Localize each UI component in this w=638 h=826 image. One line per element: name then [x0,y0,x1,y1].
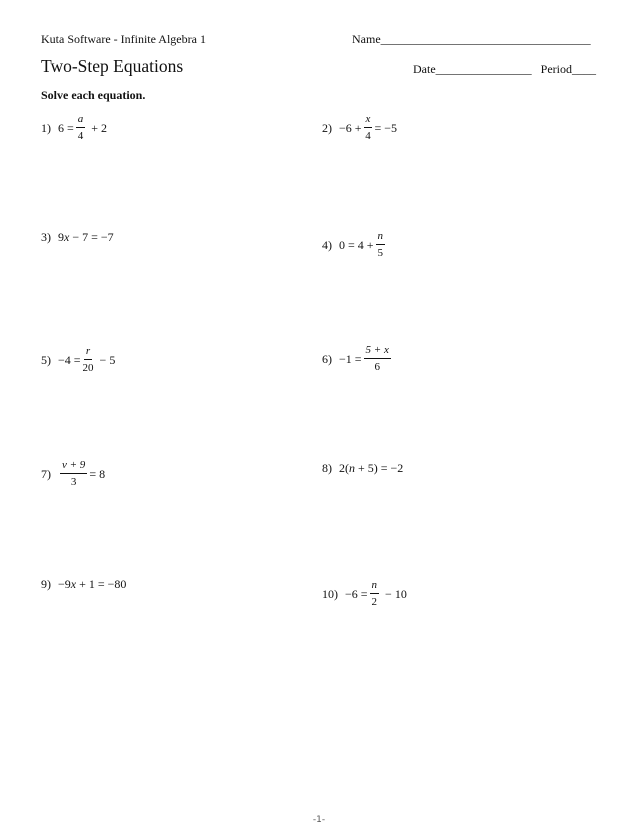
fraction [376,231,386,259]
fraction [83,346,94,374]
problem-number: 7) [41,466,51,481]
denominator: 4 [77,130,84,142]
equation-right: − 7 = −7 [69,230,114,244]
problem-number: 1) [41,120,51,135]
numerator: x [365,113,371,125]
numerator: 5 + x [365,344,389,356]
equation-left: 2( [339,461,349,475]
numerator: n [377,230,384,242]
coefficient: 9 [58,230,64,244]
equation-right: − 10 [385,586,407,601]
date-period-fields [413,62,596,77]
fraction [76,114,86,142]
denominator: 5 [377,247,384,259]
problem-3 [41,230,114,245]
worksheet-title: Two-Step Equations [41,56,184,76]
equation-left: −6 + [339,120,362,135]
denominator: 6 [374,361,380,373]
problem-9 [41,577,126,592]
problem-number: 10) [322,586,338,601]
denominator: 2 [371,596,378,608]
variable: n [349,461,355,475]
fraction [60,460,87,488]
problem-number: 8) [322,461,332,475]
name-field: Name___________________________________ [352,32,591,46]
equation-left: −6 = [345,586,368,601]
problem-number: 6) [322,351,332,366]
problem-6 [322,345,393,373]
numerator: n [371,579,378,591]
denominator: 4 [365,130,371,142]
equation-left: 6 = [58,120,74,135]
problem-number: 5) [41,352,51,367]
equation-left: −1 = [339,351,362,366]
period-field: Period____ [540,62,596,76]
coefficient: −9 [58,577,71,591]
problem-number: 3) [41,230,51,244]
equation-right: + 5) = −2 [355,461,404,475]
problem-number: 4) [322,237,332,252]
problem-1 [41,114,107,142]
equation-right: − 5 [99,352,116,367]
fraction [370,580,380,608]
equation-right: = 8 [89,466,106,481]
equation-left: 0 = 4 + [339,237,374,252]
problem-7 [41,460,105,488]
equation-right: + 1 = −80 [76,577,127,591]
fraction [364,345,391,373]
equation-right: = −5 [374,120,397,135]
fraction [364,114,373,142]
date-field: Date________________ [413,62,532,76]
numerator: a [77,113,84,125]
problem-2 [322,114,397,142]
denominator: 3 [70,476,77,488]
instructions: Solve each equation. [41,88,146,102]
problem-number: 2) [322,120,332,135]
variable: x [70,577,77,591]
numerator: r [85,345,91,357]
problem-8 [322,461,403,476]
problem-10 [322,580,407,608]
variable: x [64,230,70,244]
equation-right: + 2 [91,120,108,135]
equation-left: −4 = [58,352,81,367]
denominator: 20 [82,362,94,374]
page-number: -1- [312,815,326,825]
publisher-label: Kuta Software - Infinite Algebra 1 [41,32,206,46]
problem-4 [322,231,387,259]
problem-5 [41,346,115,374]
numerator: v + 9 [62,459,86,471]
problem-number: 9) [41,577,51,591]
